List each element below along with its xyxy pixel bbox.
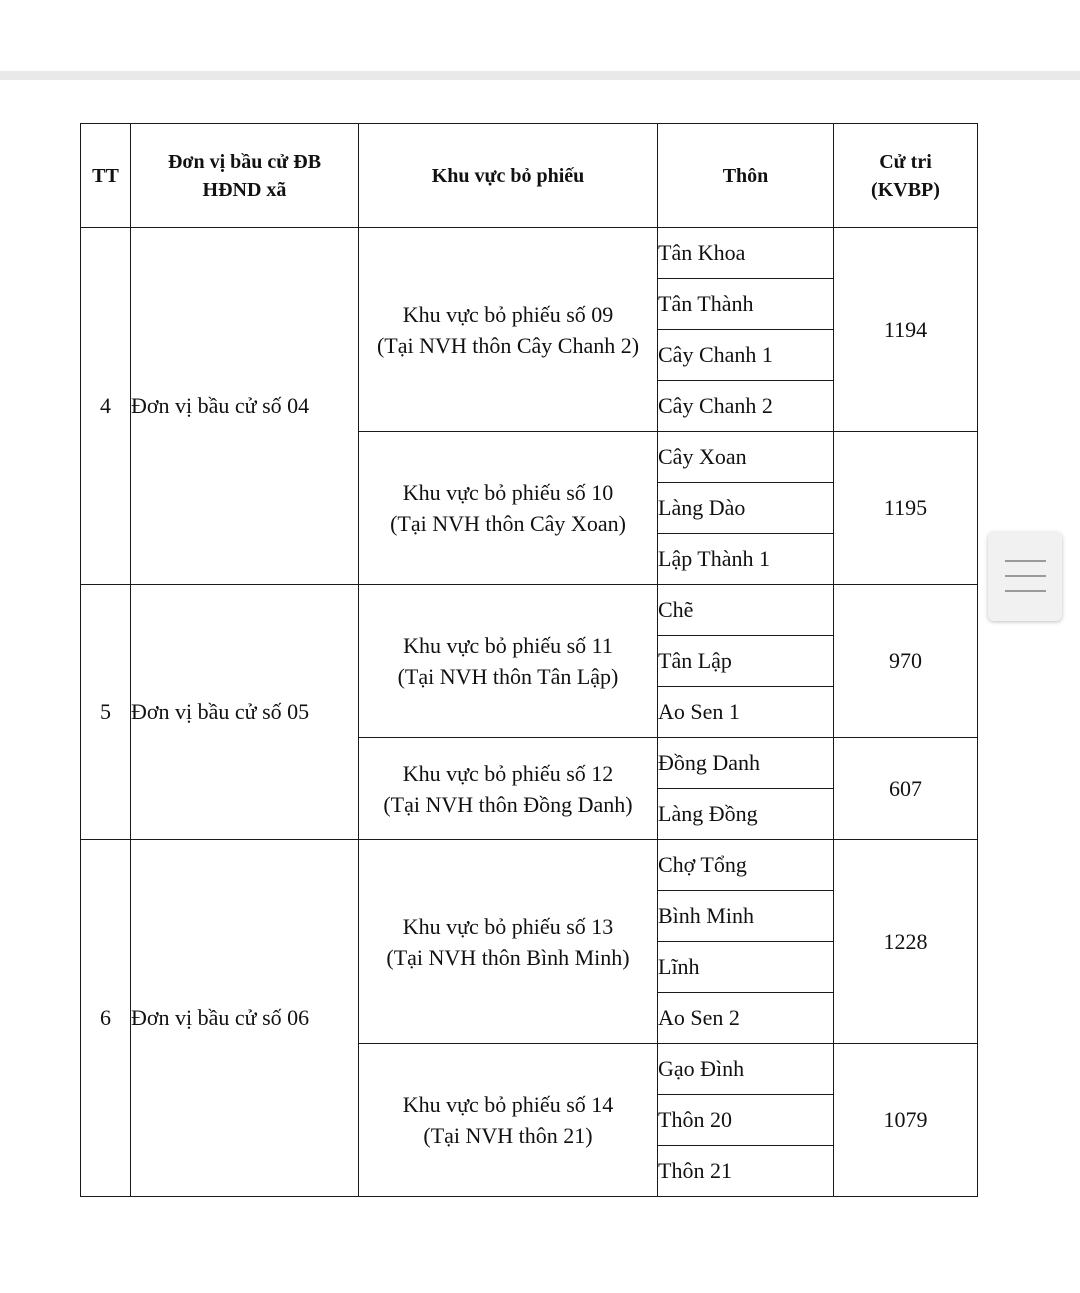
village-cell: Ao Sen 2	[658, 993, 834, 1044]
header-voters-line2: (KVBP)	[871, 178, 940, 201]
area-name: Khu vực bỏ phiếu số 13	[402, 913, 614, 939]
village-cell: Chợ Tổng	[658, 840, 834, 891]
tt-cell: 4	[81, 228, 131, 585]
header-voters-line1: Cử tri	[879, 150, 932, 173]
area-cell	[359, 738, 658, 840]
table-row	[81, 585, 978, 636]
area-cell	[359, 1044, 658, 1197]
floating-menu-button[interactable]	[988, 532, 1062, 621]
voters-cell: 1228	[834, 840, 978, 1044]
voters-cell: 607	[834, 738, 978, 840]
village-cell: Làng Dào	[658, 483, 834, 534]
village-cell: Thôn 20	[658, 1095, 834, 1146]
area-name: Khu vực bỏ phiếu số 10	[402, 480, 614, 505]
village-cell: Ao Sen 1	[658, 687, 834, 738]
village-cell: Làng Đồng	[658, 789, 834, 840]
area-name: Khu vực bỏ phiếu số 11	[403, 633, 613, 658]
village-cell: Cây Chanh 1	[658, 330, 834, 381]
header-unit-line2: HĐND xã	[202, 178, 287, 201]
area-cell	[359, 840, 658, 1044]
unit-cell: Đơn vị bầu cử số 06	[131, 840, 359, 1197]
table-header-row	[81, 124, 978, 228]
village-cell: Thôn 21	[658, 1146, 834, 1197]
voting-areas-table	[80, 123, 978, 1197]
table-row	[81, 840, 978, 891]
area-location: (Tại NVH thôn Tân Lập)	[397, 664, 619, 689]
header-tt: TT	[81, 124, 131, 228]
area-location: (Tại NVH thôn Đồng Danh)	[383, 791, 633, 817]
area-name: Khu vực bỏ phiếu số 12	[402, 760, 614, 786]
area-name: Khu vực bỏ phiếu số 09	[402, 301, 614, 327]
unit-cell: Đơn vị bầu cử số 04	[131, 228, 359, 585]
area-location: (Tại NVH thôn Bình Minh)	[386, 944, 630, 970]
area-location: (Tại NVH thôn Cây Chanh 2)	[376, 332, 640, 358]
header-village: Thôn	[658, 124, 834, 228]
table-row	[81, 228, 978, 279]
village-cell: Tân Lập	[658, 636, 834, 687]
top-divider	[0, 71, 1080, 80]
area-location: (Tại NVH thôn 21)	[423, 1123, 593, 1148]
village-cell: Bình Minh	[658, 891, 834, 942]
village-cell: Tân Khoa	[658, 228, 834, 279]
header-unit	[131, 124, 359, 228]
header-unit-line1: Đơn vị bầu cử ĐB	[167, 150, 322, 173]
village-cell: Lĩnh	[658, 942, 834, 993]
village-cell: Gạo Đình	[658, 1044, 834, 1095]
voters-cell: 970	[834, 585, 978, 738]
village-cell: Tân Thành	[658, 279, 834, 330]
village-cell: Đồng Danh	[658, 738, 834, 789]
village-cell: Cây Chanh 2	[658, 381, 834, 432]
village-cell: Lập Thành 1	[658, 534, 834, 585]
unit-cell: Đơn vị bầu cử số 05	[131, 585, 359, 840]
area-name: Khu vực bỏ phiếu số 14	[402, 1092, 614, 1117]
area-cell	[359, 432, 658, 585]
voters-cell: 1195	[834, 432, 978, 585]
tt-cell: 6	[81, 840, 131, 1197]
village-cell: Chẽ	[658, 585, 834, 636]
area-cell	[359, 585, 658, 738]
area-cell	[359, 228, 658, 432]
voters-cell: 1079	[834, 1044, 978, 1197]
village-cell: Cây Xoan	[658, 432, 834, 483]
header-area: Khu vực bỏ phiếu	[359, 124, 658, 228]
voters-cell: 1194	[834, 228, 978, 432]
header-voters	[834, 124, 978, 228]
area-location: (Tại NVH thôn Cây Xoan)	[390, 511, 626, 536]
tt-cell: 5	[81, 585, 131, 840]
